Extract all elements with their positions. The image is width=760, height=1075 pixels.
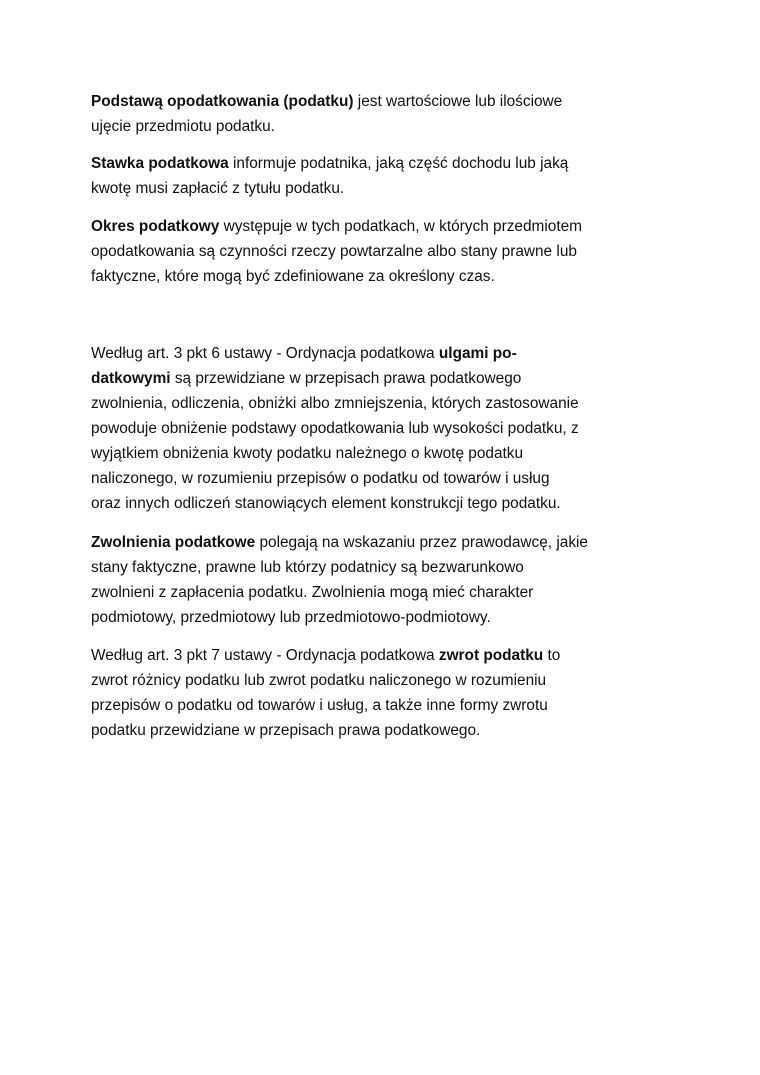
text-line: [91, 151, 651, 176]
paragraph-tax-exemptions: [91, 530, 651, 630]
text-line: [91, 555, 651, 580]
text-line: [91, 176, 651, 201]
bold-term: Stawka podatkowa: [91, 155, 229, 172]
text-run: zwolnieni z zapłacenia podatku. Zwolnienia mogą mieć charakter: [91, 584, 534, 601]
bold-term: ulgami po-: [438, 345, 517, 362]
text-run: wyjątkiem obniżenia kwoty podatku należnego o kwotę podatku: [91, 445, 524, 462]
text-line: [91, 466, 651, 491]
bold-term: zwrot podatku: [438, 647, 544, 664]
text-run: informuje podatnika, jaką część dochodu lub jaką: [228, 155, 569, 172]
text-line: [91, 530, 651, 555]
text-line: [91, 580, 651, 605]
bold-term: Zwolnienia podatkowe: [91, 534, 256, 551]
paragraph-tax-base: [91, 89, 651, 139]
text-line: [91, 239, 651, 264]
text-line: [91, 441, 651, 466]
text-line: [91, 416, 651, 441]
text-run: zwrot różnicy podatku lub zwrot podatku naliczonego w rozumieniu: [91, 672, 547, 689]
text-run: to: [543, 647, 561, 664]
text-run: faktyczne, które mogą być zdefiniowane za określony czas.: [91, 268, 495, 285]
text-run: naliczonego, w rozumieniu przepisów o podatku od towarów i usług: [91, 470, 550, 487]
text-run: polegają na wskazaniu przez prawodawcę, jakie: [255, 534, 588, 551]
paragraph-tax-period: [91, 214, 651, 289]
text-run: Według art. 3 pkt 6 ustawy - Ordynacja podatkowa: [91, 345, 439, 362]
text-run: opodatkowania są czynności rzeczy powtarzalne albo stany prawne lub: [91, 243, 577, 260]
text-line: [91, 718, 651, 743]
text-line: [91, 643, 651, 668]
text-run: jest wartościowe lub ilościowe: [353, 93, 563, 110]
bold-term: Podstawą opodatkowania (podatku): [91, 93, 354, 110]
text-line: [91, 114, 651, 139]
paragraph-tax-rate: [91, 151, 651, 201]
text-run: kwotę musi zapłacić z tytułu podatku.: [91, 180, 345, 197]
text-run: oraz innych odliczeń stanowiących element konstrukcji tego podatku.: [91, 495, 561, 512]
text-line: [91, 89, 651, 114]
text-run: przepisów o podatku od towarów i usług, a także inne formy zwrotu: [91, 697, 548, 714]
text-run: są przewidziane w przepisach prawa podatkowego: [170, 370, 522, 387]
text-line: [91, 693, 651, 718]
text-line: [91, 366, 651, 391]
bold-term: Okres podatkowy: [91, 218, 220, 235]
text-line: [91, 605, 651, 630]
text-line: [91, 341, 651, 366]
text-line: [91, 491, 651, 516]
text-run: występuje w tych podatkach, w których przedmiotem: [219, 218, 582, 235]
text-line: [91, 214, 651, 239]
text-line: [91, 668, 651, 693]
text-run: podmiotowy, przedmiotowy lub przedmiotowo-podmiotowy.: [91, 609, 491, 626]
text-run: powoduje obniżenie podstawy opodatkowania lub wysokości podatku, z: [91, 420, 579, 437]
text-run: podatku przewidziane w przepisach prawa podatkowego.: [91, 722, 481, 739]
bold-term: datkowymi: [91, 370, 171, 387]
paragraph-tax-refund: [91, 643, 651, 743]
text-line: [91, 391, 651, 416]
text-run: stany faktyczne, prawne lub którzy podatnicy są bezwarunkowo: [91, 559, 524, 576]
text-line: [91, 264, 651, 289]
text-run: zwolnienia, odliczenia, obniżki albo zmniejszenia, których zastosowanie: [91, 395, 579, 412]
text-run: ujęcie przedmiotu podatku.: [91, 118, 275, 135]
paragraph-tax-reliefs: [91, 341, 651, 516]
text-run: Według art. 3 pkt 7 ustawy - Ordynacja podatkowa: [91, 647, 439, 664]
